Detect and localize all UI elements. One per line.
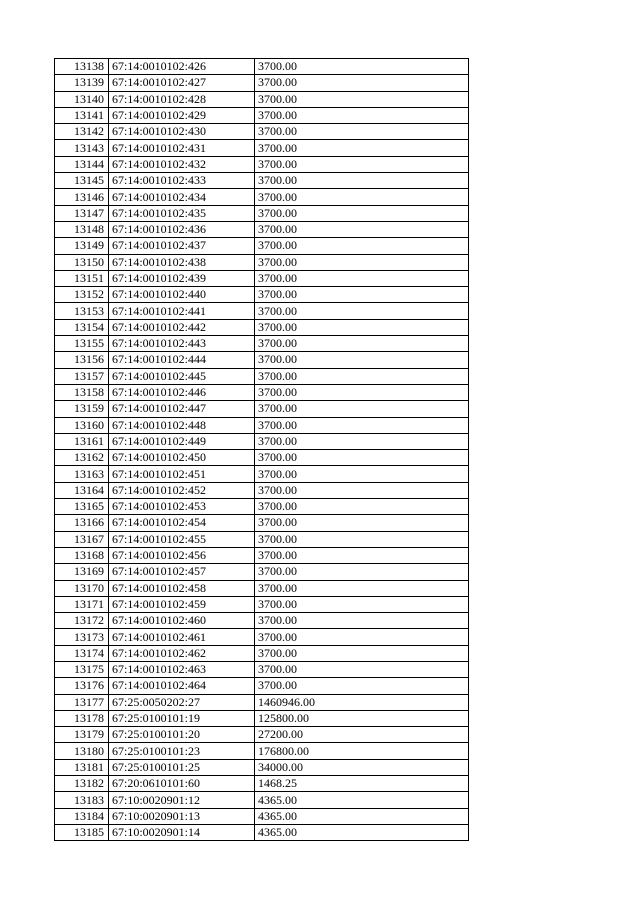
row-number-cell: 13149 — [55, 238, 109, 254]
value-cell: 3700.00 — [255, 596, 469, 612]
cadastral-number-cell: 67:14:0010102:445 — [109, 368, 255, 384]
row-number-cell: 13163 — [55, 466, 109, 482]
row-number-cell: 13140 — [55, 91, 109, 107]
value-cell: 3700.00 — [255, 91, 469, 107]
cadastral-value-table — [54, 58, 469, 841]
value-cell: 3700.00 — [255, 645, 469, 661]
table-row — [55, 466, 469, 482]
cadastral-number-cell: 67:14:0010102:460 — [109, 613, 255, 629]
table-row — [55, 743, 469, 759]
value-cell: 3700.00 — [255, 531, 469, 547]
table-row — [55, 319, 469, 335]
cadastral-number-cell: 67:14:0010102:437 — [109, 238, 255, 254]
table-row — [55, 270, 469, 286]
table-row — [55, 596, 469, 612]
value-cell: 3700.00 — [255, 75, 469, 91]
row-number-cell: 13151 — [55, 270, 109, 286]
row-number-cell: 13170 — [55, 580, 109, 596]
value-cell: 3700.00 — [255, 319, 469, 335]
row-number-cell: 13178 — [55, 710, 109, 726]
cadastral-number-cell: 67:20:0610101:60 — [109, 776, 255, 792]
cadastral-number-cell: 67:14:0010102:441 — [109, 303, 255, 319]
cadastral-number-cell: 67:14:0010102:458 — [109, 580, 255, 596]
row-number-cell: 13144 — [55, 156, 109, 172]
value-cell: 176800.00 — [255, 743, 469, 759]
cadastral-number-cell: 67:14:0010102:439 — [109, 270, 255, 286]
row-number-cell: 13181 — [55, 759, 109, 775]
value-cell: 4365.00 — [255, 824, 469, 840]
table-row — [55, 531, 469, 547]
cadastral-number-cell: 67:14:0010102:463 — [109, 661, 255, 677]
value-cell: 3700.00 — [255, 613, 469, 629]
cadastral-number-cell: 67:14:0010102:456 — [109, 547, 255, 563]
row-number-cell: 13177 — [55, 694, 109, 710]
value-cell: 3700.00 — [255, 59, 469, 75]
cadastral-number-cell: 67:14:0010102:436 — [109, 221, 255, 237]
value-cell: 3700.00 — [255, 352, 469, 368]
row-number-cell: 13155 — [55, 336, 109, 352]
value-cell: 3700.00 — [255, 205, 469, 221]
row-number-cell: 13138 — [55, 59, 109, 75]
cadastral-number-cell: 67:14:0010102:452 — [109, 482, 255, 498]
cadastral-number-cell: 67:14:0010102:442 — [109, 319, 255, 335]
value-cell: 3700.00 — [255, 107, 469, 123]
row-number-cell: 13139 — [55, 75, 109, 91]
cadastral-number-cell: 67:14:0010102:432 — [109, 156, 255, 172]
value-cell: 3700.00 — [255, 173, 469, 189]
table-row — [55, 107, 469, 123]
value-cell: 3700.00 — [255, 156, 469, 172]
cadastral-number-cell: 67:14:0010102:443 — [109, 336, 255, 352]
cadastral-number-cell: 67:14:0010102:450 — [109, 450, 255, 466]
row-number-cell: 13141 — [55, 107, 109, 123]
cadastral-number-cell: 67:14:0010102:448 — [109, 417, 255, 433]
cadastral-number-cell: 67:14:0010102:426 — [109, 59, 255, 75]
row-number-cell: 13147 — [55, 205, 109, 221]
value-cell: 1460946.00 — [255, 694, 469, 710]
row-number-cell: 13142 — [55, 124, 109, 140]
table-row — [55, 401, 469, 417]
value-cell: 1468.25 — [255, 776, 469, 792]
cadastral-number-cell: 67:14:0010102:431 — [109, 140, 255, 156]
cadastral-number-cell: 67:14:0010102:447 — [109, 401, 255, 417]
row-number-cell: 13146 — [55, 189, 109, 205]
value-cell: 3700.00 — [255, 221, 469, 237]
value-cell: 3700.00 — [255, 661, 469, 677]
row-number-cell: 13176 — [55, 678, 109, 694]
table-row — [55, 75, 469, 91]
row-number-cell: 13165 — [55, 499, 109, 515]
value-cell: 3700.00 — [255, 384, 469, 400]
table-row — [55, 629, 469, 645]
cadastral-number-cell: 67:14:0010102:449 — [109, 433, 255, 449]
value-cell: 3700.00 — [255, 270, 469, 286]
value-cell: 3700.00 — [255, 433, 469, 449]
cadastral-number-cell: 67:14:0010102:429 — [109, 107, 255, 123]
value-cell: 3700.00 — [255, 303, 469, 319]
row-number-cell: 13168 — [55, 547, 109, 563]
cadastral-number-cell: 67:14:0010102:440 — [109, 287, 255, 303]
table-body — [55, 59, 469, 841]
row-number-cell: 13150 — [55, 254, 109, 270]
value-cell: 27200.00 — [255, 727, 469, 743]
row-number-cell: 13158 — [55, 384, 109, 400]
row-number-cell: 13183 — [55, 792, 109, 808]
cadastral-number-cell: 67:14:0010102:427 — [109, 75, 255, 91]
cadastral-number-cell: 67:14:0010102:461 — [109, 629, 255, 645]
table-row — [55, 710, 469, 726]
value-cell: 4365.00 — [255, 792, 469, 808]
row-number-cell: 13159 — [55, 401, 109, 417]
cadastral-number-cell: 67:14:0010102:434 — [109, 189, 255, 205]
cadastral-number-cell: 67:25:0100101:23 — [109, 743, 255, 759]
value-cell: 3700.00 — [255, 254, 469, 270]
row-number-cell: 13184 — [55, 808, 109, 824]
cadastral-number-cell: 67:14:0010102:462 — [109, 645, 255, 661]
table-row — [55, 645, 469, 661]
table-row — [55, 564, 469, 580]
value-cell: 3700.00 — [255, 189, 469, 205]
table-row — [55, 613, 469, 629]
value-cell: 3700.00 — [255, 124, 469, 140]
value-cell: 3700.00 — [255, 678, 469, 694]
row-number-cell: 13157 — [55, 368, 109, 384]
cadastral-number-cell: 67:14:0010102:464 — [109, 678, 255, 694]
table-row — [55, 515, 469, 531]
table-row — [55, 547, 469, 563]
value-cell: 3700.00 — [255, 368, 469, 384]
value-cell: 3700.00 — [255, 499, 469, 515]
value-cell: 3700.00 — [255, 482, 469, 498]
table-row — [55, 499, 469, 515]
row-number-cell: 13171 — [55, 596, 109, 612]
table-row — [55, 580, 469, 596]
cadastral-number-cell: 67:14:0010102:459 — [109, 596, 255, 612]
cadastral-number-cell: 67:14:0010102:446 — [109, 384, 255, 400]
row-number-cell: 13167 — [55, 531, 109, 547]
value-cell: 3700.00 — [255, 140, 469, 156]
row-number-cell: 13152 — [55, 287, 109, 303]
cadastral-number-cell: 67:14:0010102:455 — [109, 531, 255, 547]
value-cell: 3700.00 — [255, 466, 469, 482]
table-row — [55, 368, 469, 384]
row-number-cell: 13175 — [55, 661, 109, 677]
table-row — [55, 808, 469, 824]
value-cell: 4365.00 — [255, 808, 469, 824]
value-cell: 3700.00 — [255, 564, 469, 580]
row-number-cell: 13164 — [55, 482, 109, 498]
table-row — [55, 433, 469, 449]
cadastral-number-cell: 67:14:0010102:435 — [109, 205, 255, 221]
table-row — [55, 287, 469, 303]
table-row — [55, 661, 469, 677]
cadastral-number-cell: 67:14:0010102:453 — [109, 499, 255, 515]
row-number-cell: 13169 — [55, 564, 109, 580]
table-row — [55, 450, 469, 466]
cadastral-number-cell: 67:25:0100101:19 — [109, 710, 255, 726]
row-number-cell: 13172 — [55, 613, 109, 629]
table-row — [55, 482, 469, 498]
cadastral-number-cell: 67:25:0100101:20 — [109, 727, 255, 743]
table-row — [55, 156, 469, 172]
table-row — [55, 221, 469, 237]
table-row — [55, 238, 469, 254]
cadastral-number-cell: 67:10:0020901:13 — [109, 808, 255, 824]
value-cell: 3700.00 — [255, 336, 469, 352]
cadastral-number-cell: 67:25:0100101:25 — [109, 759, 255, 775]
table-row — [55, 384, 469, 400]
value-cell: 3700.00 — [255, 580, 469, 596]
value-cell: 3700.00 — [255, 401, 469, 417]
row-number-cell: 13156 — [55, 352, 109, 368]
table-row — [55, 303, 469, 319]
row-number-cell: 13148 — [55, 221, 109, 237]
table-row — [55, 254, 469, 270]
cadastral-number-cell: 67:10:0020901:14 — [109, 824, 255, 840]
cadastral-number-cell: 67:25:0050202:27 — [109, 694, 255, 710]
table-row — [55, 59, 469, 75]
table-row — [55, 417, 469, 433]
table-row — [55, 91, 469, 107]
table-row — [55, 727, 469, 743]
cadastral-number-cell: 67:10:0020901:12 — [109, 792, 255, 808]
row-number-cell: 13180 — [55, 743, 109, 759]
table-row — [55, 124, 469, 140]
row-number-cell: 13160 — [55, 417, 109, 433]
cadastral-number-cell: 67:14:0010102:430 — [109, 124, 255, 140]
value-cell: 3700.00 — [255, 287, 469, 303]
table-row — [55, 352, 469, 368]
value-cell: 3700.00 — [255, 238, 469, 254]
value-cell: 3700.00 — [255, 515, 469, 531]
row-number-cell: 13154 — [55, 319, 109, 335]
row-number-cell: 13179 — [55, 727, 109, 743]
row-number-cell: 13162 — [55, 450, 109, 466]
cadastral-number-cell: 67:14:0010102:438 — [109, 254, 255, 270]
table-row — [55, 678, 469, 694]
row-number-cell: 13161 — [55, 433, 109, 449]
table-row — [55, 336, 469, 352]
row-number-cell: 13153 — [55, 303, 109, 319]
table-row — [55, 189, 469, 205]
table-row — [55, 173, 469, 189]
table-row — [55, 824, 469, 840]
row-number-cell: 13166 — [55, 515, 109, 531]
table-row — [55, 205, 469, 221]
value-cell: 3700.00 — [255, 547, 469, 563]
row-number-cell: 13174 — [55, 645, 109, 661]
value-cell: 3700.00 — [255, 450, 469, 466]
value-cell: 125800.00 — [255, 710, 469, 726]
value-cell: 34000.00 — [255, 759, 469, 775]
table-row — [55, 776, 469, 792]
table-row — [55, 759, 469, 775]
cadastral-number-cell: 67:14:0010102:454 — [109, 515, 255, 531]
cadastral-number-cell: 67:14:0010102:451 — [109, 466, 255, 482]
cadastral-number-cell: 67:14:0010102:457 — [109, 564, 255, 580]
row-number-cell: 13145 — [55, 173, 109, 189]
row-number-cell: 13182 — [55, 776, 109, 792]
row-number-cell: 13173 — [55, 629, 109, 645]
cadastral-number-cell: 67:14:0010102:444 — [109, 352, 255, 368]
row-number-cell: 13185 — [55, 824, 109, 840]
cadastral-number-cell: 67:14:0010102:428 — [109, 91, 255, 107]
table-row — [55, 694, 469, 710]
cadastral-number-cell: 67:14:0010102:433 — [109, 173, 255, 189]
row-number-cell: 13143 — [55, 140, 109, 156]
table-row — [55, 140, 469, 156]
value-cell: 3700.00 — [255, 629, 469, 645]
value-cell: 3700.00 — [255, 417, 469, 433]
table-row — [55, 792, 469, 808]
